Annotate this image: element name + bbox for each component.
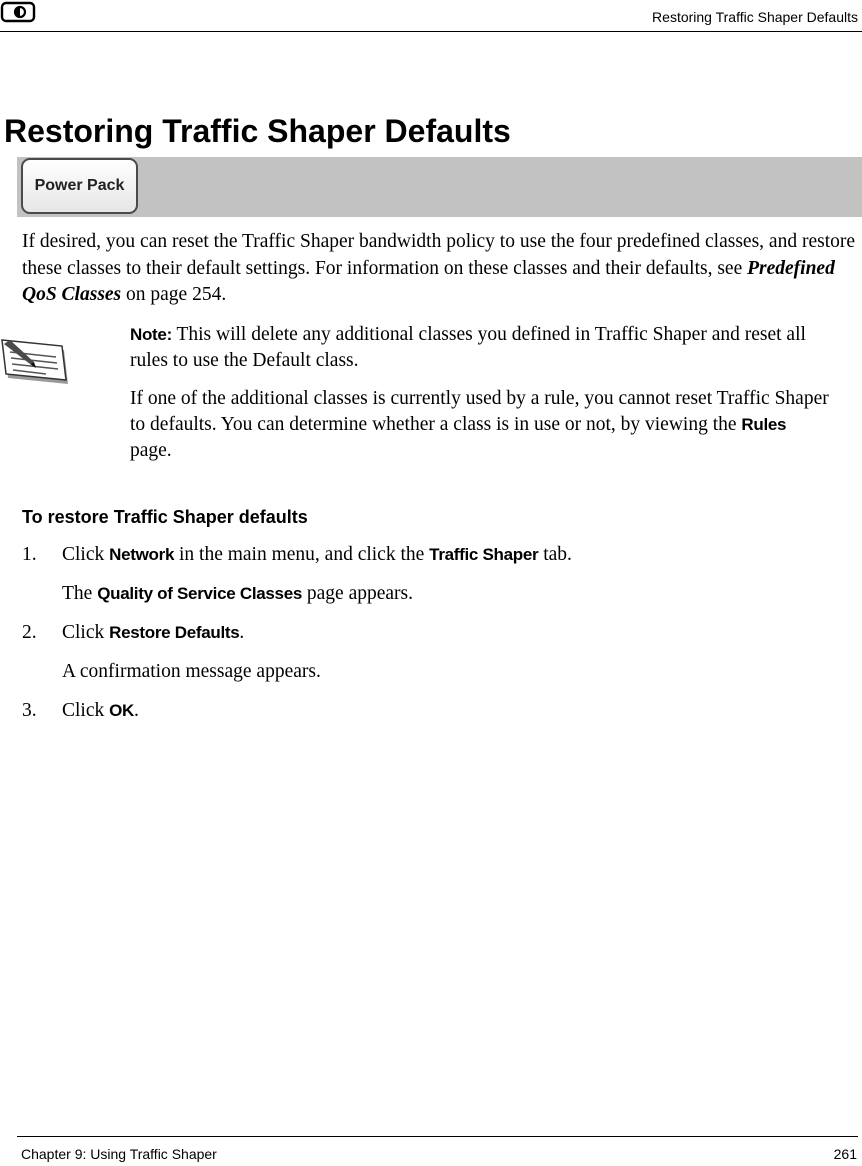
predefined-qos-classes-link[interactable]: Predefined QoS Classes [22, 257, 835, 305]
step-number: 3. [22, 700, 37, 721]
note-text-2: If one of the additional classes is currently used by a rule, you cannot reset Traffic Shaper to defaults. You can determine whether a class is in use or not, by viewing the [130, 388, 829, 435]
step-1-result: The Quality of Service Classes page appears. [62, 583, 413, 604]
note-label: Note: [130, 325, 172, 344]
step-text: Click Restore Defaults. [62, 622, 245, 643]
step-number: 2. [22, 622, 37, 643]
footer-chapter: Chapter 9: Using Traffic Shaper [21, 1146, 217, 1162]
page-header [0, 0, 862, 32]
note-paragraph-2 [130, 386, 830, 464]
page-title: Restoring Traffic Shaper Defaults [4, 113, 511, 149]
qos-classes-page-label: Quality of Service Classes [97, 584, 303, 603]
camera-logo-icon [0, 1, 36, 23]
network-menu-label: Network [109, 545, 175, 564]
note-text-1: This will delete any additional classes you defined in Traffic Shaper and reset all rules to use the Default class. [130, 324, 806, 371]
step-number: 1. [22, 544, 37, 565]
restore-defaults-button-label: Restore Defaults [109, 623, 240, 642]
page-footer [17, 1136, 858, 1166]
ok-button-label: OK [109, 701, 135, 720]
running-header-title: Restoring Traffic Shaper Defaults [652, 9, 858, 25]
note-pad-icon [0, 334, 72, 390]
step-text: Click OK. [62, 700, 139, 721]
power-pack-badge: Power Pack [21, 158, 138, 214]
traffic-shaper-tab-label: Traffic Shaper [429, 545, 539, 564]
step-2-result: A confirmation message appears. [62, 661, 321, 682]
power-pack-banner [17, 157, 862, 217]
footer-page-number: 261 [833, 1146, 857, 1162]
step-text: Click Network in the main menu, and click the Traffic Shaper tab. [62, 544, 572, 565]
rules-page-label: Rules [741, 415, 787, 434]
intro-paragraph [22, 229, 857, 309]
note-paragraph-1 [130, 322, 830, 374]
note-text-2-after: page. [130, 440, 172, 461]
intro-text: If desired, you can reset the Traffic Shaper bandwidth policy to use the four predefined classes, and restore these classes to their default settings. For information on these classes and their defaults, see [22, 231, 856, 279]
intro-text-after: on page 254. [121, 284, 227, 305]
procedure-title: To restore Traffic Shaper defaults [22, 507, 308, 527]
note-block [130, 322, 830, 464]
